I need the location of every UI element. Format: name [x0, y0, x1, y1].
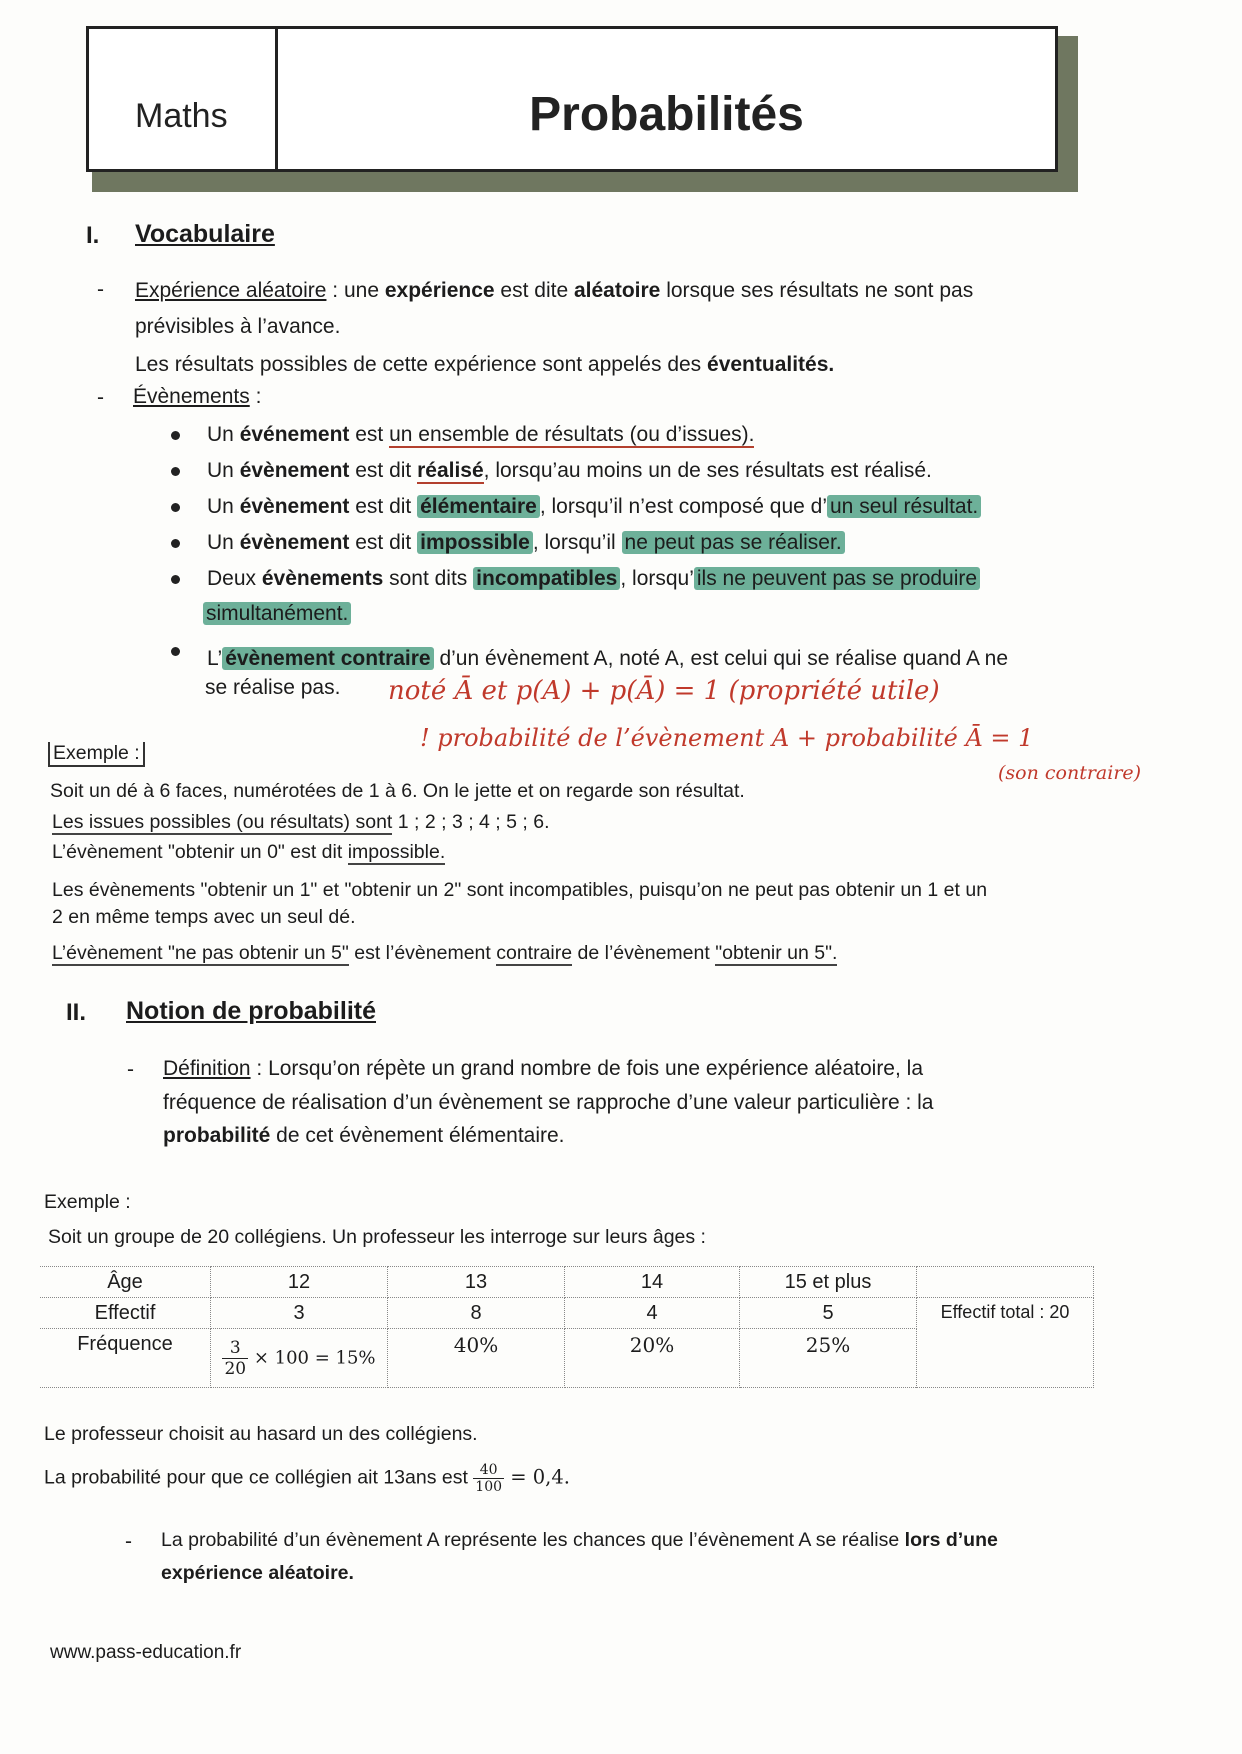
bold-term: évènements [261, 567, 384, 590]
definition-line-3 [163, 1119, 565, 1153]
section2-number: II. [66, 999, 87, 1026]
experience-line-2: prévisibles à l’avance. [135, 315, 341, 338]
text-run: Un [207, 423, 240, 446]
bullet-dot [171, 467, 180, 476]
underlined-phrase: contraire [496, 942, 573, 964]
footer-url[interactable]: www.pass-education.fr [50, 1642, 242, 1663]
text-run: d’un évènement A, noté A, est celui qui se réalise quand A ne [433, 647, 1009, 670]
text-run: Un [207, 495, 240, 518]
text-run: , lorsqu’ [620, 567, 694, 590]
bullet-1 [207, 418, 754, 452]
bold-term: réalisé [417, 459, 484, 482]
text-run: Deux [207, 567, 262, 590]
text-run: La probabilité d’un évènement A représente les chances que l’évènement A se réalise [161, 1529, 905, 1551]
underlined-phrase: impossible. [347, 841, 446, 863]
table-cell: 12 [211, 1267, 388, 1298]
definition-line-2: fréquence de réalisation d’un évènement se rapproche d’une valeur particulière : la [163, 1091, 934, 1114]
header-subject: Maths [135, 97, 228, 135]
experience-line-1 [135, 274, 973, 308]
text-run: Les résultats possibles de cette expérience sont appelés des [135, 353, 708, 376]
bullet-6-cont: se réalise pas. [205, 676, 341, 699]
final-line-2 [161, 1562, 354, 1585]
section1-title: Vocabulaire [135, 220, 275, 248]
highlighted-phrase: ne peut pas se réaliser. [622, 531, 845, 554]
text-run: sont dits [383, 567, 474, 590]
header-box [86, 26, 1058, 172]
table-row [40, 1298, 1094, 1329]
bullet-5 [207, 562, 980, 596]
underlined-phrase: "obtenir un 5". [715, 942, 838, 964]
bold-term: évènement [239, 459, 350, 482]
example1-line-5: 2 en même temps avec un seul dé. [52, 906, 356, 928]
dash-marker: - [127, 1058, 134, 1081]
highlighted-term: impossible [417, 531, 533, 554]
section1-number: I. [86, 222, 100, 249]
highlighted-phrase: ils ne peuvent pas se produire [694, 567, 980, 590]
dash-marker: - [125, 1530, 132, 1553]
fraction [222, 1338, 248, 1379]
table-cell: 40% [388, 1329, 565, 1388]
text-run: de cet évènement élémentaire. [270, 1124, 565, 1147]
highlighted-term: élémentaire [417, 495, 540, 518]
numerator: 40 [473, 1462, 504, 1479]
highlighted-term: évènement contraire [222, 647, 433, 670]
text-run: est dit [349, 531, 418, 554]
header-title: Probabilités [529, 88, 804, 141]
text-run: Un [207, 531, 240, 554]
text-run: L’ [207, 647, 223, 670]
handwritten-note-2: ! probabilité de l’évènement A + probabilité Ā = 1 [420, 724, 1034, 752]
example1-line-4: Les évènements "obtenir un 1" et "obtenir un 2" sont incompatibles, puisqu’on ne peut pas obtenir un 1 et un [52, 879, 988, 901]
underlined-phrase: L’évènement "ne pas obtenir un 5" [52, 942, 349, 964]
evenements-term: Évènements [133, 385, 250, 408]
definition-term: Définition [163, 1057, 251, 1080]
final-line-1 [161, 1529, 998, 1552]
denominator: 20 [224, 1358, 247, 1379]
bullet-3 [207, 490, 981, 524]
bold-term: éventualités. [707, 353, 835, 376]
underlined-phrase: un ensemble de résultats (ou d’issues). [389, 423, 755, 446]
bullet-dot [171, 503, 180, 512]
bold-term: évènement [239, 495, 350, 518]
table-cell: 5 [740, 1298, 917, 1329]
example2-line-2 [44, 1462, 570, 1495]
handwritten-note-3: (son contraire) [998, 762, 1142, 784]
row-label: Effectif [40, 1298, 211, 1329]
table-cell [211, 1329, 388, 1388]
bold-term: évènement [239, 531, 350, 554]
table-cell: 13 [388, 1267, 565, 1298]
text-run: Un [207, 459, 240, 482]
table-cell: 8 [388, 1298, 565, 1329]
evenements-heading [133, 380, 261, 414]
experience-line-3 [135, 348, 834, 382]
example2-label: Exemple : [44, 1191, 131, 1213]
text-run: L’évènement "obtenir un 0" est dit [52, 841, 348, 863]
bullet-5-cont [203, 597, 351, 631]
text-run: est dit [349, 459, 418, 482]
row-label: Âge [40, 1267, 211, 1298]
bold-term: expérience [384, 279, 495, 302]
text-run: est dit [349, 495, 418, 518]
fraction [473, 1462, 504, 1495]
bullet-dot [171, 575, 180, 584]
text-run: : [249, 385, 262, 408]
highlighted-term: incompatibles [473, 567, 620, 590]
bullet-2 [207, 454, 932, 488]
text-run: : une [326, 279, 385, 302]
table-row [40, 1267, 1094, 1298]
text-run: lorsque ses résultats ne sont pas [660, 279, 974, 302]
text-run: 1 ; 2 ; 3 ; 4 ; 5 ; 6. [392, 811, 550, 833]
highlighted-phrase: simultanément. [203, 602, 351, 625]
example2-line-1: Le professeur choisit au hasard un des collégiens. [44, 1423, 478, 1445]
table-cell: 25% [740, 1329, 917, 1388]
text-run: , lorsqu’il n’est composé que d’ [539, 495, 827, 518]
bold-term: aléatoire [573, 279, 661, 302]
example2-intro: Soit un groupe de 20 collégiens. Un professeur les interroge sur leurs âges : [48, 1226, 706, 1248]
example1-label: Exemple : [48, 742, 145, 767]
bullet-dot [171, 431, 180, 440]
text-run: est [349, 423, 390, 446]
age-table [40, 1266, 1094, 1388]
bold-term: probabilité [163, 1124, 271, 1147]
bold-term: lors d’une [904, 1529, 998, 1551]
example1-line-1: Soit un dé à 6 faces, numérotées de 1 à 6. On le jette et on regarde son résultat. [50, 780, 745, 802]
example1-line-6 [52, 942, 837, 965]
text-run: est dite [494, 279, 574, 302]
dash-marker: - [97, 278, 104, 301]
table-cell: 3 [211, 1298, 388, 1329]
dash-marker: - [97, 386, 104, 409]
text-run: × 100 = 15% [253, 1347, 376, 1368]
table-cell [917, 1267, 1094, 1298]
text-run: , lorsqu’il [532, 531, 622, 554]
table-cell: 14 [565, 1267, 740, 1298]
bold-term: expérience aléatoire. [161, 1562, 354, 1584]
row-label: Fréquence [40, 1329, 211, 1388]
text-run: La probabilité pour que ce collégien ait 13ans est [44, 1466, 474, 1489]
bullet-4 [207, 526, 845, 560]
table-cell: 4 [565, 1298, 740, 1329]
highlighted-phrase: un seul résultat. [827, 495, 981, 518]
bullet-dot [171, 539, 180, 548]
text-run: de l’évènement [572, 942, 716, 964]
underlined-phrase: Les issues possibles (ou résultats) sont [52, 811, 393, 833]
bold-term: événement [239, 423, 350, 446]
table-cell: 20% [565, 1329, 740, 1388]
text-run: = 0,4. [504, 1465, 570, 1489]
numerator: 3 [222, 1338, 248, 1359]
text-run: est l’évènement [348, 942, 497, 964]
denominator: 100 [475, 1479, 503, 1495]
section2-title: Notion de probabilité [126, 997, 376, 1025]
example1-line-2 [52, 811, 550, 834]
total-cell: Effectif total : 20 [917, 1298, 1094, 1388]
example1-line-3 [52, 841, 445, 864]
experience-term: Expérience aléatoire [135, 279, 327, 302]
handwritten-note-1: noté Ā et p(A) + p(Ā) = 1 (propriété utile) [388, 676, 940, 706]
bullet-dot [171, 647, 180, 656]
table-cell: 15 et plus [740, 1267, 917, 1298]
text-run: , lorsqu’au moins un de ses résultats est réalisé. [483, 459, 932, 482]
definition-line-1 [163, 1052, 923, 1086]
text-run: : Lorsqu’on répète un grand nombre de fois une expérience aléatoire, la [250, 1057, 924, 1080]
